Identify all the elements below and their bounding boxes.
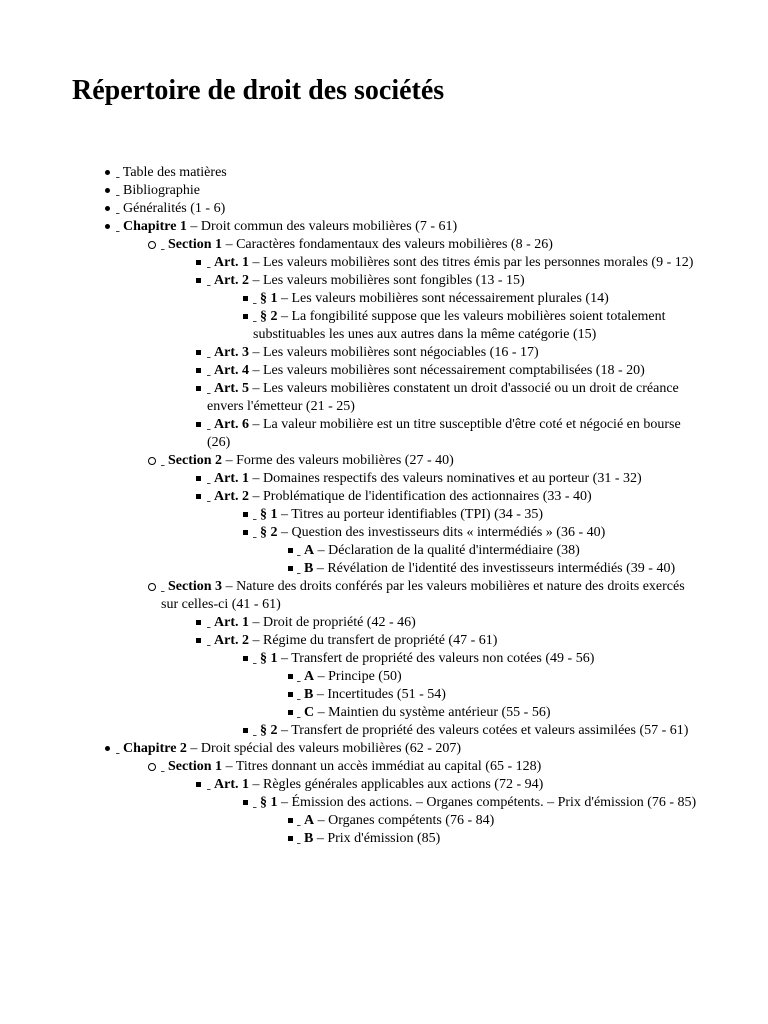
toc-separator: – [313, 687, 328, 702]
bullet-square-icon [243, 296, 248, 301]
bullet-square-icon [196, 638, 201, 643]
toc-item [207, 272, 700, 290]
toc-anchor-link[interactable] [207, 255, 211, 270]
bullet-square-icon [243, 728, 248, 733]
toc-item [297, 704, 700, 722]
toc-entry [207, 776, 700, 794]
toc-anchor-link[interactable] [116, 183, 120, 198]
toc-separator: – [249, 471, 263, 486]
toc-anchor-link[interactable] [116, 201, 120, 216]
toc-text: Généralités (1 - 6) [123, 201, 226, 216]
toc-label: Art. 5 [214, 381, 249, 396]
toc-text: Forme des valeurs mobilières (27 - 40) [236, 453, 454, 468]
toc-anchor-link[interactable] [297, 543, 301, 558]
toc-text: Les valeurs mobilières sont fongibles (13 - 15) [263, 273, 525, 288]
toc-separator: – [186, 219, 201, 234]
toc-anchor-link[interactable] [253, 795, 257, 810]
toc-item [207, 776, 700, 794]
toc-text: Nature des droits conférés par les valeurs mobilières et nature des droits exercés sur celles-ci (41 - 61) [161, 579, 685, 612]
bullet-square-icon [196, 494, 201, 499]
toc-text: Table des matières [122, 165, 227, 180]
toc-entry [161, 758, 700, 776]
toc-label: Section 1 [168, 759, 223, 774]
toc-anchor-link[interactable] [297, 831, 301, 846]
bullet-square-icon [288, 674, 293, 679]
bullet-square-icon [196, 782, 201, 787]
toc-item [161, 452, 700, 470]
bullet-square-icon [196, 368, 201, 373]
toc-item [297, 668, 700, 686]
toc-entry [116, 218, 700, 236]
toc-separator: – [277, 525, 292, 540]
toc-entry [253, 308, 700, 344]
toc-separator: – [249, 777, 263, 792]
toc-label: Art. 1 [214, 255, 249, 270]
toc-entry [297, 704, 700, 722]
toc-label: § 1 [260, 507, 278, 522]
toc-anchor-link[interactable] [253, 291, 257, 306]
toc-text: Déclaration de la qualité d'intermédiaire (38) [328, 543, 580, 558]
toc-anchor-link[interactable] [253, 309, 257, 324]
toc-separator: – [222, 759, 236, 774]
bullet-circle-icon [148, 583, 156, 591]
toc-item [207, 254, 700, 272]
bullet-disc-icon [105, 746, 110, 751]
toc-text: Les valeurs mobilières sont négociables (16 - 17) [263, 345, 539, 360]
toc-label: Art. 2 [214, 489, 249, 504]
toc-label: Art. 1 [214, 471, 249, 486]
toc-text: La valeur mobilière est un titre susceptible d'être coté et négocié en bourse (26) [207, 417, 681, 450]
toc-label: Section 2 [168, 453, 223, 468]
toc-entry [161, 452, 700, 470]
toc-entry [297, 668, 700, 686]
toc-label: Art. 2 [214, 633, 249, 648]
toc-anchor-link[interactable] [253, 525, 257, 540]
toc-item [207, 632, 700, 650]
toc-separator: – [222, 579, 237, 594]
toc-anchor-link[interactable] [207, 489, 211, 504]
toc-anchor-link[interactable] [116, 741, 120, 756]
toc-anchor-link[interactable] [207, 417, 211, 432]
toc-anchor-link[interactable] [207, 615, 211, 630]
toc-item [253, 524, 700, 542]
toc-text: Droit commun des valeurs mobilières (7 - 61) [200, 219, 458, 234]
toc-text: Régime du transfert de propriété (47 - 61) [263, 633, 498, 648]
toc-text: Titres au porteur identifiables (TPI) (34 - 35) [291, 507, 544, 522]
toc-item [207, 416, 700, 452]
toc-anchor-link[interactable] [207, 777, 211, 792]
toc-text: Les valeurs mobilières constatent un droit d'associé ou un droit de créance envers l'émetteur (21 - 25) [207, 381, 679, 414]
bullet-square-icon [288, 566, 293, 571]
toc-text: Transfert de propriété des valeurs cotées et valeurs assimilées (57 - 61) [291, 723, 689, 738]
toc-separator: – [277, 309, 292, 324]
toc-text: La fongibilité suppose que les valeurs mobilières soient totalement substituables les unes aux autres dans la même catégorie (15) [253, 309, 666, 342]
toc-item [116, 740, 700, 758]
toc-anchor-link[interactable] [207, 345, 211, 360]
toc-item [253, 794, 700, 812]
toc-entry [207, 416, 700, 452]
toc-label: B [304, 561, 314, 576]
toc-item [161, 758, 700, 776]
toc-item [253, 290, 700, 308]
bullet-square-icon [196, 476, 201, 481]
toc-separator: – [313, 831, 328, 846]
toc-label: Art. 6 [214, 417, 249, 432]
toc-entry [297, 542, 700, 560]
toc-separator: – [249, 255, 263, 270]
toc-text: Principe (50) [328, 669, 402, 684]
toc-label: Art. 1 [214, 777, 249, 792]
toc-anchor-link[interactable] [116, 219, 120, 234]
toc-entry [207, 632, 700, 650]
bullet-square-icon [196, 422, 201, 427]
toc-separator: – [249, 417, 263, 432]
toc-text: Domaines respectifs des valeurs nominatives et au porteur (31 - 32) [263, 471, 642, 486]
toc-text: Titres donnant un accès immédiat au capital (65 - 128) [235, 759, 542, 774]
toc-text: Les valeurs mobilières sont des titres émis par les personnes morales (9 - 12) [263, 255, 694, 270]
toc-entry [253, 794, 700, 812]
toc-entry [253, 506, 700, 524]
toc-separator: – [249, 633, 263, 648]
toc-item [297, 830, 700, 848]
toc-separator: – [314, 669, 329, 684]
toc-label: A [304, 813, 315, 828]
toc-label: A [304, 669, 315, 684]
toc-entry [116, 740, 700, 758]
toc-entry [207, 344, 700, 362]
toc-separator: – [249, 381, 263, 396]
bullet-square-icon [243, 512, 248, 517]
toc-separator: – [314, 813, 329, 828]
toc-item [207, 344, 700, 362]
toc-item [207, 614, 700, 632]
toc-anchor-link[interactable] [161, 759, 165, 774]
toc-item [207, 362, 700, 380]
toc-item [253, 722, 700, 740]
toc-item [253, 308, 700, 344]
toc-label: § 1 [260, 795, 278, 810]
toc-label: § 2 [260, 525, 278, 540]
bullet-square-icon [243, 314, 248, 319]
toc-label: C [304, 705, 315, 720]
toc-entry [207, 614, 700, 632]
toc-entry [207, 254, 700, 272]
bullet-disc-icon [105, 188, 110, 193]
bullet-square-icon [243, 530, 248, 535]
toc-label: Art. 4 [214, 363, 249, 378]
toc-text: Incertitudes (51 - 54) [327, 687, 446, 702]
toc-separator: – [249, 363, 263, 378]
table-of-contents [0, 164, 768, 848]
toc-separator: – [249, 615, 263, 630]
toc-entry [253, 650, 700, 668]
toc-text: Bibliographie [123, 183, 200, 198]
bullet-square-icon [196, 350, 201, 355]
toc-label: A [304, 543, 315, 558]
toc-entry [253, 524, 700, 542]
toc-text: Droit de propriété (42 - 46) [263, 615, 416, 630]
toc-anchor-link[interactable] [161, 453, 165, 468]
toc-item [297, 542, 700, 560]
toc-item [116, 164, 700, 182]
toc-entry [116, 182, 700, 200]
toc-entry [161, 236, 700, 254]
toc-entry [297, 686, 700, 704]
toc-text: Les valeurs mobilières sont nécessairement plurales (14) [291, 291, 609, 306]
toc-entry [116, 164, 700, 182]
toc-anchor-link[interactable] [297, 669, 301, 684]
bullet-square-icon [243, 800, 248, 805]
toc-separator: – [249, 345, 263, 360]
toc-separator: – [314, 543, 329, 558]
toc-entry [207, 272, 700, 290]
toc-text: Maintien du système antérieur (55 - 56) [328, 705, 551, 720]
toc-anchor-link[interactable] [161, 579, 165, 594]
toc-item [116, 182, 700, 200]
toc-separator: – [249, 273, 263, 288]
toc-label: Art. 3 [214, 345, 249, 360]
toc-text: Question des investisseurs dits « intermédiés » (36 - 40) [291, 525, 606, 540]
bullet-square-icon [243, 656, 248, 661]
toc-anchor-link[interactable] [297, 687, 301, 702]
toc-separator: – [277, 507, 292, 522]
toc-item [116, 218, 700, 236]
bullet-square-icon [196, 386, 201, 391]
toc-label: Section 1 [168, 237, 223, 252]
toc-label: § 1 [260, 651, 278, 666]
toc-text: Les valeurs mobilières sont nécessairement comptabilisées (18 - 20) [263, 363, 645, 378]
toc-text: Émission des actions. – Organes compétents. – Prix d'émission (76 - 85) [291, 795, 697, 810]
toc-label: Chapitre 1 [123, 219, 187, 234]
bullet-square-icon [288, 818, 293, 823]
toc-entry [297, 830, 700, 848]
toc-entry [207, 488, 700, 506]
toc-anchor-link[interactable] [253, 651, 257, 666]
toc-separator: – [313, 561, 328, 576]
toc-anchor-link[interactable] [116, 165, 120, 180]
toc-item [297, 812, 700, 830]
toc-label: Art. 2 [214, 273, 249, 288]
toc-label: Chapitre 2 [123, 741, 187, 756]
toc-item [207, 488, 700, 506]
toc-separator: – [277, 291, 292, 306]
bullet-circle-icon [148, 241, 156, 249]
toc-text: Problématique de l'identification des actionnaires (33 - 40) [263, 489, 592, 504]
toc-anchor-link[interactable] [207, 273, 211, 288]
toc-separator: – [277, 795, 292, 810]
toc-entry [161, 578, 700, 614]
toc-text: Caractères fondamentaux des valeurs mobilières (8 - 26) [236, 237, 553, 252]
toc-item [161, 236, 700, 254]
toc-label: B [304, 687, 314, 702]
toc-label: § 2 [260, 723, 278, 738]
toc-label: § 2 [260, 309, 278, 324]
toc-item [297, 686, 700, 704]
bullet-disc-icon [105, 206, 110, 211]
toc-label: B [304, 831, 314, 846]
toc-label: § 1 [260, 291, 278, 306]
toc-item [253, 650, 700, 668]
toc-anchor-link[interactable] [253, 507, 257, 522]
toc-text: Règles générales applicables aux actions (72 - 94) [263, 777, 544, 792]
toc-entry [297, 560, 700, 578]
toc-separator: – [222, 237, 237, 252]
bullet-square-icon [288, 836, 293, 841]
toc-label: Section 3 [168, 579, 223, 594]
toc-item [253, 506, 700, 524]
page-title: Répertoire de droit des sociétés [72, 75, 445, 106]
toc-anchor-link[interactable] [253, 723, 257, 738]
toc-entry [253, 722, 700, 740]
toc-anchor-link[interactable] [297, 705, 301, 720]
toc-label: Art. 1 [214, 615, 249, 630]
toc-anchor-link[interactable] [207, 381, 211, 396]
toc-separator: – [186, 741, 201, 756]
bullet-square-icon [288, 692, 293, 697]
toc-entry [207, 362, 700, 380]
toc-item [297, 560, 700, 578]
toc-item [207, 470, 700, 488]
toc-entry [253, 290, 700, 308]
toc-text: Droit spécial des valeurs mobilières (62 - 207) [200, 741, 462, 756]
bullet-square-icon [196, 260, 201, 265]
bullet-circle-icon [148, 763, 156, 771]
bullet-disc-icon [105, 170, 110, 175]
bullet-square-icon [196, 620, 201, 625]
toc-anchor-link[interactable] [207, 363, 211, 378]
bullet-square-icon [288, 548, 293, 553]
toc-entry [116, 200, 700, 218]
bullet-disc-icon [105, 224, 110, 229]
toc-separator: – [277, 651, 292, 666]
toc-text: Prix d'émission (85) [327, 831, 441, 846]
toc-item [207, 380, 700, 416]
toc-entry [297, 812, 700, 830]
toc-entry [207, 380, 700, 416]
toc-item [116, 200, 700, 218]
toc-anchor-link[interactable] [161, 237, 165, 252]
bullet-circle-icon [148, 457, 156, 465]
toc-separator: – [222, 453, 237, 468]
toc-separator: – [314, 705, 329, 720]
toc-separator: – [249, 489, 263, 504]
toc-text: Révélation de l'identité des investisseurs intermédiés (39 - 40) [327, 561, 676, 576]
toc-text: Organes compétents (76 - 84) [328, 813, 495, 828]
bullet-square-icon [288, 710, 293, 715]
toc-anchor-link[interactable] [297, 813, 301, 828]
toc-item [161, 578, 700, 614]
toc-separator: – [277, 723, 292, 738]
toc-entry [207, 470, 700, 488]
toc-anchor-link[interactable] [207, 471, 211, 486]
toc-anchor-link[interactable] [207, 633, 211, 648]
toc-text: Transfert de propriété des valeurs non cotées (49 - 56) [291, 651, 595, 666]
toc-anchor-link[interactable] [297, 561, 301, 576]
bullet-square-icon [196, 278, 201, 283]
